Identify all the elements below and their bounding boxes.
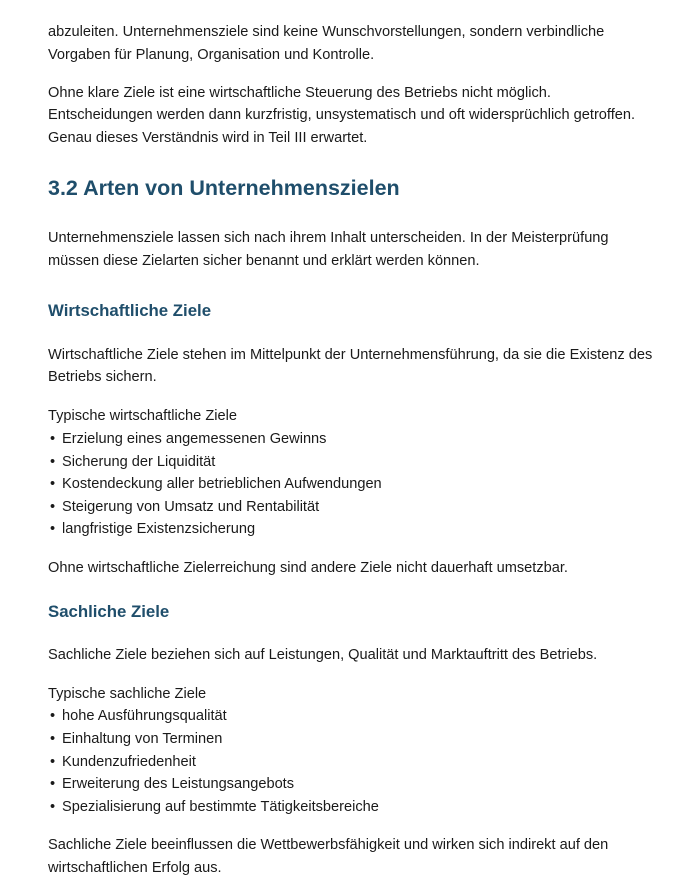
list-item: [48, 518, 658, 541]
bullet-icon: •: [50, 708, 56, 725]
list-item: [48, 473, 658, 496]
bullet-icon: •: [50, 521, 56, 538]
bullet-icon: •: [50, 498, 56, 515]
bullet-icon: •: [50, 430, 56, 447]
intro-paragraph-2: Ohne klare Ziele ist eine wirtschaftliche Steuerung des Betriebs nicht möglich. Entscheidungen werden dann kurzfristig, unsystematisch und oft widersprüchlich getroffen. Genau dieses Verständnis wird in Teil III erwartet.: [48, 84, 636, 147]
list-item-text: Steigerung von Umsatz und Rentabilität: [62, 498, 320, 515]
list-item-text: Kundenzufriedenheit: [62, 753, 196, 770]
section-heading: 3.2 Arten von Unternehmenszielen: [48, 175, 400, 200]
bullet-icon: •: [50, 753, 56, 770]
wirtschaftliche-ziele-list: [48, 428, 658, 541]
list-item: [48, 728, 658, 751]
bullet-icon: •: [50, 776, 56, 793]
wirtschaftliche-ziele-text: Wirtschaftliche Ziele stehen im Mittelpunkt der Unternehmensführung, da sie die Existenz des Betriebs sichern.: [48, 346, 653, 386]
section-intro-paragraph: Unternehmensziele lassen sich nach ihrem Inhalt unterscheiden. In der Meisterprüfung müssen diese Zielarten sicher benannt und erklärt werden können.: [48, 229, 609, 269]
subheading-wirtschaftliche-ziele: Wirtschaftliche Ziele: [48, 300, 212, 320]
list-item: [48, 496, 658, 519]
bullet-icon: •: [50, 453, 56, 470]
list-item-text: langfristige Existenzsicherung: [62, 521, 256, 538]
list-item: [48, 773, 658, 796]
sachliche-ziele-closing: Sachliche Ziele beeinflussen die Wettbewerbsfähigkeit und wirken sich indirekt auf den wirtschaftlichen Erfolg aus.: [48, 837, 609, 877]
list-item: [48, 796, 658, 819]
list-item-text: hohe Ausführungsqualität: [62, 708, 227, 725]
intro-paragraph-1: abzuleiten. Unternehmensziele sind keine Wunschvorstellungen, sondern verbindliche Vorgaben für Planung, Organisation und Kontrolle.: [48, 24, 605, 63]
sachliche-ziele-list-title: Typische sachliche Ziele: [48, 685, 207, 702]
list-item-text: Einhaltung von Terminen: [62, 730, 223, 747]
bullet-icon: •: [50, 476, 56, 493]
bullet-icon: •: [50, 798, 56, 815]
list-item-text: Sicherung der Liquidität: [62, 453, 216, 470]
sachliche-ziele-list: [48, 705, 658, 818]
list-item: [48, 428, 658, 451]
bullet-icon: •: [50, 730, 56, 747]
list-item: [48, 751, 658, 774]
wirtschaftliche-ziele-list-title: Typische wirtschaftliche Ziele: [48, 408, 237, 425]
document-page: [48, 21, 658, 880]
list-item-text: Spezialisierung auf bestimmte Tätigkeitsbereiche: [62, 798, 379, 815]
subheading-sachliche-ziele: Sachliche Ziele: [48, 601, 170, 621]
list-item-text: Erzielung eines angemessenen Gewinns: [62, 430, 327, 447]
list-item-text: Erweiterung des Leistungsangebots: [62, 776, 295, 793]
list-item-text: Kostendeckung aller betrieblichen Aufwendungen: [62, 476, 382, 493]
sachliche-ziele-text: Sachliche Ziele beziehen sich auf Leistungen, Qualität und Marktauftritt des Betriebs.: [48, 646, 598, 663]
wirtschaftliche-ziele-closing: Ohne wirtschaftliche Zielerreichung sind andere Ziele nicht dauerhaft umsetzbar.: [48, 559, 568, 576]
list-item: [48, 705, 658, 728]
list-item: [48, 451, 658, 474]
